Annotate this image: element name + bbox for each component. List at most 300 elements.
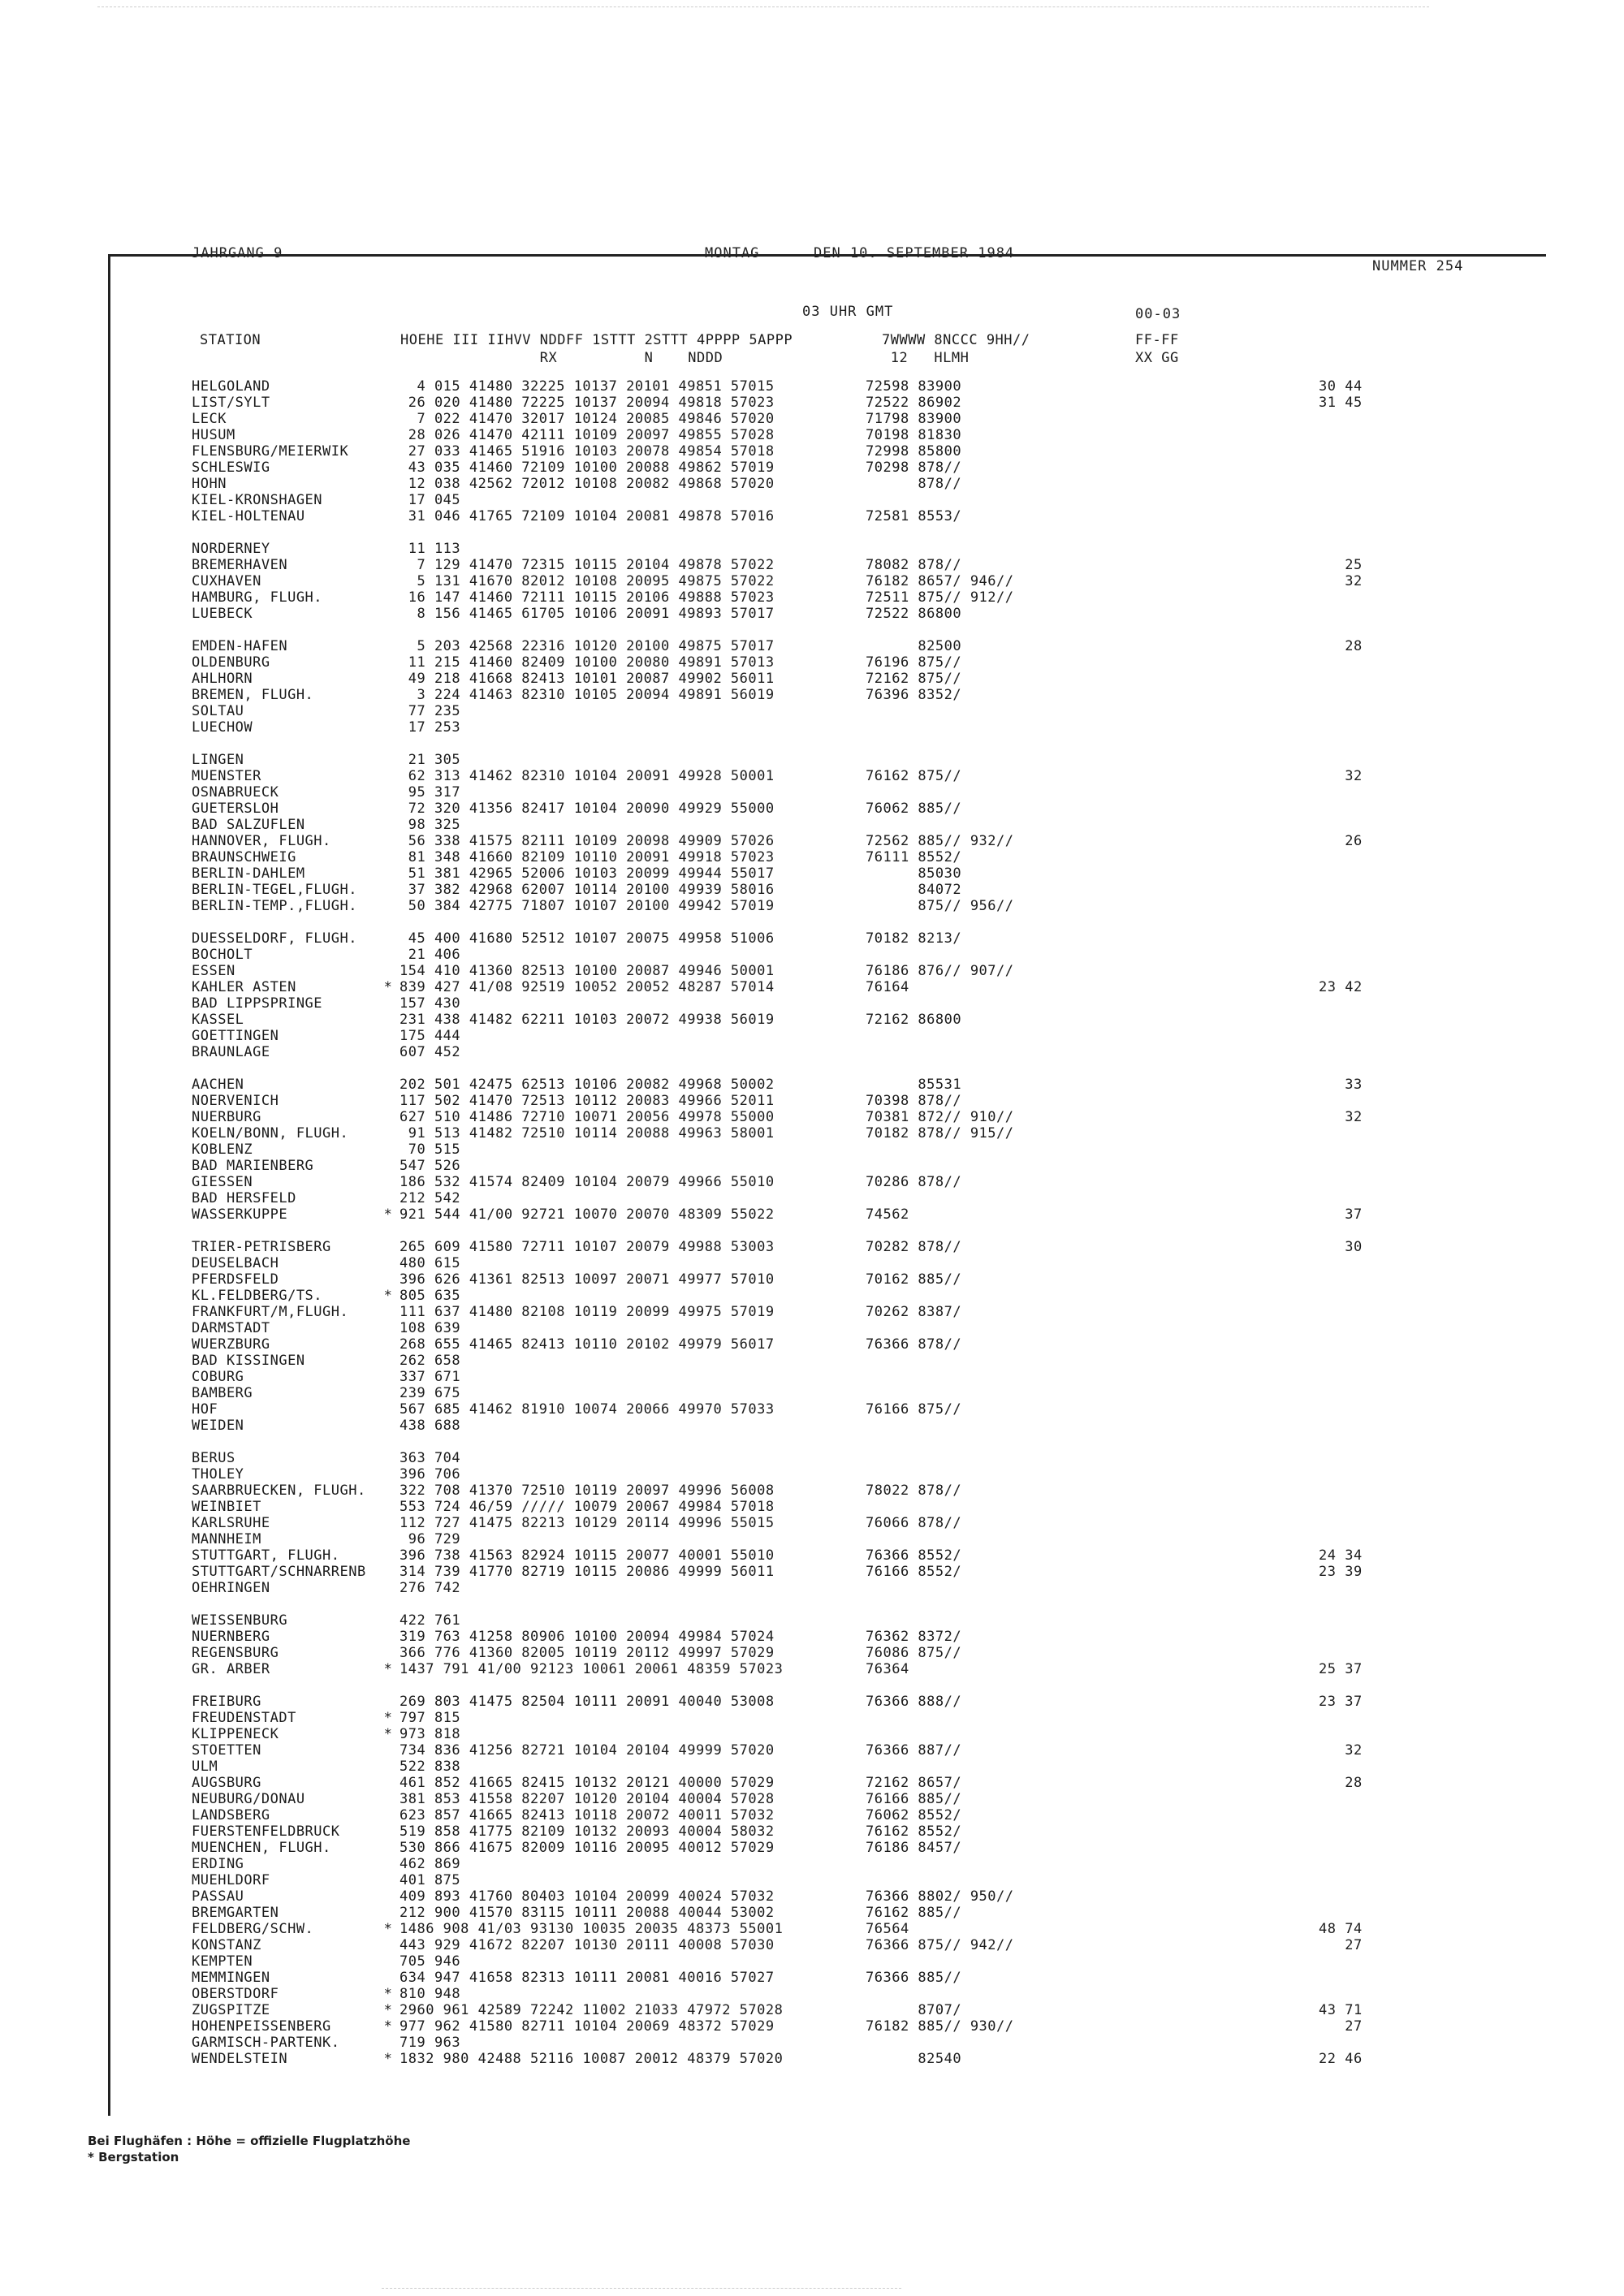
- column-header-groups-line2: 12 HLMH: [882, 350, 970, 366]
- wind-values: 27: [1319, 2018, 1363, 2035]
- mountain-marker: [377, 1791, 400, 1807]
- synop-groups: 4 015 41480 32225 10137 20101 49851 57015: [400, 378, 775, 395]
- table-row: [192, 1482, 1416, 1499]
- synop-groups: 396 626 41361 82513 10097 20071 49977 57010: [400, 1271, 775, 1288]
- table-row: [192, 2035, 1416, 2051]
- station-name: BAD HERSFELD: [192, 1190, 296, 1206]
- additional-groups: 72162 875//: [866, 671, 962, 687]
- column-header-wind: [1135, 331, 1179, 367]
- wind-values: 26: [1319, 833, 1363, 849]
- additional-groups: 76062 885//: [866, 801, 962, 817]
- additional-groups: [866, 1142, 1319, 1158]
- synop-groups: 443 929 41672 82207 10130 20111 40008 57030: [400, 1937, 775, 1953]
- additional-groups: 8707/: [866, 2002, 962, 2018]
- wind-values: [1319, 541, 1416, 557]
- synop-groups: 1486 908 41/03 93130 10035 20035 48373 55001: [400, 1921, 784, 1937]
- mountain-marker: [377, 1028, 400, 1044]
- station-name: STUTTGART/SCHNARRENB: [192, 1564, 366, 1580]
- table-row: [192, 395, 1416, 411]
- mountain-marker: [377, 1093, 400, 1109]
- wind-values: [1319, 1466, 1416, 1482]
- synop-groups: 96 729: [400, 1531, 461, 1547]
- table-row: [192, 476, 1416, 492]
- synop-groups: 337 671: [400, 1369, 461, 1385]
- wind-values: 43 71: [1319, 2002, 1363, 2018]
- table-row: [192, 541, 1416, 557]
- column-header-station: STATION: [200, 332, 261, 348]
- additional-groups: 70282 878//: [866, 1239, 962, 1255]
- synop-groups: 7 129 41470 72315 10115 20104 49878 57022: [400, 557, 775, 573]
- mountain-marker: [377, 1775, 400, 1791]
- group-spacer: [192, 736, 1416, 752]
- mountain-marker: [377, 1612, 400, 1629]
- synop-groups: 363 704: [400, 1450, 461, 1466]
- mountain-marker: [377, 492, 400, 508]
- additional-groups: [866, 1044, 1319, 1060]
- wind-values: [1319, 606, 1416, 622]
- mountain-marker: [377, 1547, 400, 1564]
- wind-values: [1319, 719, 1416, 736]
- additional-groups: 76196 875//: [866, 654, 962, 671]
- mountain-marker: [377, 541, 400, 557]
- additional-groups: 82500: [866, 638, 962, 654]
- additional-groups: 76166 875//: [866, 1401, 962, 1418]
- wind-values: [1319, 1823, 1416, 1840]
- additional-groups: 878//: [866, 476, 962, 492]
- wind-values: [1319, 589, 1416, 606]
- group-spacer: [192, 1223, 1416, 1239]
- additional-groups: 70381 872// 910//: [866, 1109, 1014, 1125]
- station-name: KIEL-HOLTENAU: [192, 508, 305, 524]
- group-spacer: [192, 914, 1416, 930]
- wind-values: [1319, 1158, 1416, 1174]
- synop-groups: 810 948: [400, 1986, 461, 2002]
- table-row: [192, 817, 1416, 833]
- group-spacer: [192, 622, 1416, 638]
- mountain-marker: [377, 1369, 400, 1385]
- synop-groups: 186 532 41574 82409 10104 20079 49966 55010: [400, 1174, 775, 1190]
- synop-groups: 634 947 41658 82313 10111 20081 40016 57027: [400, 1970, 775, 1986]
- additional-groups: 76086 875//: [866, 1645, 962, 1661]
- additional-groups: 76564: [866, 1921, 909, 1937]
- station-name: KONSTANZ: [192, 1937, 261, 1953]
- additional-groups: 76111 8552/: [866, 849, 962, 865]
- wind-values: [1319, 995, 1416, 1012]
- table-row: [192, 1872, 1416, 1888]
- additional-groups: 70198 81830: [866, 427, 962, 443]
- mountain-marker: [377, 427, 400, 443]
- additional-groups: [866, 1986, 1319, 2002]
- table-row: [192, 378, 1416, 395]
- station-name: FLENSBURG/MEIERWIK: [192, 443, 349, 460]
- table-row: [192, 1856, 1416, 1872]
- synop-groups: 56 338 41575 82111 10109 20098 49909 57026: [400, 833, 775, 849]
- group-spacer-cell: [192, 1434, 1416, 1450]
- additional-groups: 72522 86902: [866, 395, 962, 411]
- synop-groups: 269 803 41475 82504 10111 20091 40040 53008: [400, 1694, 775, 1710]
- table-row: [192, 1759, 1416, 1775]
- mountain-marker: [377, 1531, 400, 1547]
- additional-groups: 70262 8387/: [866, 1304, 962, 1320]
- mountain-marker: [377, 1255, 400, 1271]
- wind-values: [1319, 443, 1416, 460]
- mountain-marker: [377, 865, 400, 882]
- station-name: SCHLESWIG: [192, 460, 270, 476]
- additional-groups: [866, 719, 1319, 736]
- mountain-marker: *: [383, 1986, 393, 2002]
- mountain-marker: *: [383, 2002, 393, 2018]
- group-spacer-cell: [192, 1060, 1416, 1077]
- mountain-marker: [377, 1970, 400, 1986]
- station-name: MUENSTER: [192, 768, 261, 784]
- synop-groups: 8 156 41465 61705 10106 20091 49893 57017: [400, 606, 775, 622]
- wind-values: [1319, 1369, 1416, 1385]
- station-name: DEUSELBACH: [192, 1255, 279, 1271]
- time-label: 03 UHR GMT: [802, 304, 894, 320]
- table-row: [192, 1288, 1416, 1304]
- station-name: AHLHORN: [192, 671, 253, 687]
- station-name: GOETTINGEN: [192, 1028, 279, 1044]
- synop-groups: 11 113: [400, 541, 461, 557]
- wind-values: [1319, 1840, 1416, 1856]
- synop-groups: 921 544 41/00 92721 10070 20070 48309 55022: [400, 1206, 775, 1223]
- additional-groups: 76182 8657/ 946//: [866, 573, 1014, 589]
- station-name: BERLIN-TEMP.,FLUGH.: [192, 898, 357, 914]
- wind-values: [1319, 1515, 1416, 1531]
- station-name: KARLSRUHE: [192, 1515, 270, 1531]
- station-name: ULM: [192, 1759, 218, 1775]
- mountain-marker: *: [383, 1206, 393, 1223]
- table-row: [192, 1661, 1416, 1677]
- station-name: MUEHLDORF: [192, 1872, 270, 1888]
- mountain-marker: [377, 687, 400, 703]
- additional-groups: [866, 1450, 1319, 1466]
- station-name: WASSERKUPPE: [192, 1206, 288, 1223]
- station-name: AUGSBURG: [192, 1775, 261, 1791]
- synop-groups: 212 542: [400, 1190, 461, 1206]
- additional-groups: 76362 8372/: [866, 1629, 962, 1645]
- mountain-marker: [377, 752, 400, 768]
- station-name: BERUS: [192, 1450, 235, 1466]
- station-name: FREIBURG: [192, 1694, 261, 1710]
- synop-groups: 522 838: [400, 1759, 461, 1775]
- mountain-marker: [377, 476, 400, 492]
- station-name: SOLTAU: [192, 703, 244, 719]
- synop-groups: 49 218 41668 82413 10101 20087 49902 56011: [400, 671, 775, 687]
- table-row: [192, 784, 1416, 801]
- additional-groups: [866, 1418, 1319, 1434]
- synop-groups: 27 033 41465 51916 10103 20078 49854 57018: [400, 443, 775, 460]
- additional-groups: [866, 1710, 1319, 1726]
- synop-groups: 202 501 42475 62513 10106 20082 49968 50002: [400, 1077, 775, 1093]
- table-row: [192, 492, 1416, 508]
- mountain-marker: [377, 1580, 400, 1596]
- synop-groups: 276 742: [400, 1580, 461, 1596]
- table-row: [192, 1304, 1416, 1320]
- station-name: NEUBURG/DONAU: [192, 1791, 305, 1807]
- wind-values: [1319, 898, 1416, 914]
- station-name: LINGEN: [192, 752, 244, 768]
- station-name: BREMERHAVEN: [192, 557, 288, 573]
- table-row: [192, 1044, 1416, 1060]
- additional-groups: 76366 888//: [866, 1694, 962, 1710]
- additional-groups: [866, 947, 1319, 963]
- wind-values: [1319, 1953, 1416, 1970]
- wind-values: [1319, 752, 1416, 768]
- additional-groups: 85531: [866, 1077, 962, 1093]
- station-name: NOERVENICH: [192, 1093, 279, 1109]
- table-row: [192, 1271, 1416, 1288]
- station-name: BRAUNLAGE: [192, 1044, 270, 1060]
- header-date: DEN 10. SEPTEMBER 1984: [814, 245, 1015, 261]
- station-name: DARMSTADT: [192, 1320, 270, 1336]
- synop-groups: 1437 791 41/00 92123 10061 20061 48359 57023: [400, 1661, 784, 1677]
- station-name: KL.FELDBERG/TS.: [192, 1288, 323, 1304]
- mountain-marker: [377, 1271, 400, 1288]
- station-name: HELGOLAND: [192, 378, 270, 395]
- wind-values: [1319, 1710, 1416, 1726]
- wind-values: 32: [1319, 1742, 1363, 1759]
- synop-groups: 607 452: [400, 1044, 461, 1060]
- mountain-marker: [377, 1742, 400, 1759]
- station-name: MUENCHEN, FLUGH.: [192, 1840, 331, 1856]
- station-name: HOF: [192, 1401, 218, 1418]
- station-name: KLIPPENECK: [192, 1726, 279, 1742]
- synop-groups: 797 815: [400, 1710, 461, 1726]
- additional-groups: 76396 8352/: [866, 687, 962, 703]
- synop-groups: 112 727 41475 82213 10129 20114 49996 55015: [400, 1515, 775, 1531]
- wind-values: 30 44: [1319, 378, 1363, 395]
- wind-values: [1319, 1970, 1416, 1986]
- mountain-marker: *: [383, 1921, 393, 1937]
- additional-groups: 76066 878//: [866, 1515, 962, 1531]
- station-name: ERDING: [192, 1856, 244, 1872]
- synop-groups: 627 510 41486 72710 10071 20056 49978 55000: [400, 1109, 775, 1125]
- wind-values: [1319, 1385, 1416, 1401]
- station-name: LUECHOW: [192, 719, 253, 736]
- table-row: [192, 1499, 1416, 1515]
- column-header-groups: [882, 331, 1030, 367]
- mountain-marker: [377, 573, 400, 589]
- additional-groups: 82540: [866, 2051, 962, 2067]
- mountain-marker: [377, 1353, 400, 1369]
- wind-values: [1319, 1401, 1416, 1418]
- synop-groups: 719 963: [400, 2035, 461, 2051]
- table-row: [192, 995, 1416, 1012]
- mountain-marker: [377, 1823, 400, 1840]
- additional-groups: [866, 1320, 1319, 1336]
- synop-groups: 322 708 41370 72510 10119 20097 49996 56008: [400, 1482, 775, 1499]
- table-row: [192, 2051, 1416, 2067]
- mountain-marker: [377, 1807, 400, 1823]
- table-row: [192, 411, 1416, 427]
- synop-groups: 396 706: [400, 1466, 461, 1482]
- group-spacer-cell: [192, 524, 1416, 541]
- table-row: [192, 719, 1416, 736]
- mountain-marker: [377, 768, 400, 784]
- table-row: [192, 1580, 1416, 1596]
- wind-values: [1319, 1044, 1416, 1060]
- time-range: 00-03: [1135, 306, 1181, 322]
- wind-values: [1319, 1645, 1416, 1661]
- wind-values: [1319, 1629, 1416, 1645]
- synop-groups: 31 046 41765 72109 10104 20081 49878 57016: [400, 508, 775, 524]
- additional-groups: 72998 85800: [866, 443, 962, 460]
- table-row: [192, 573, 1416, 589]
- station-name: BAD MARIENBERG: [192, 1158, 314, 1174]
- mountain-marker: [377, 508, 400, 524]
- station-name: KEMPTEN: [192, 1953, 253, 1970]
- table-row: [192, 1125, 1416, 1142]
- group-spacer: [192, 1060, 1416, 1077]
- table-row: [192, 1401, 1416, 1418]
- wind-values: [1319, 882, 1416, 898]
- mountain-marker: [377, 947, 400, 963]
- synop-groups: 547 526: [400, 1158, 461, 1174]
- additional-groups: [866, 1353, 1319, 1369]
- synop-groups: 95 317: [400, 784, 461, 801]
- synop-groups: 154 410 41360 82513 10100 20087 49946 50001: [400, 963, 775, 979]
- additional-groups: 76166 8552/: [866, 1564, 962, 1580]
- synop-groups: 157 430: [400, 995, 461, 1012]
- wind-values: 48 74: [1319, 1921, 1363, 1937]
- wind-values: 25: [1319, 557, 1363, 573]
- mountain-marker: [377, 1142, 400, 1158]
- group-spacer-cell: [192, 622, 1416, 638]
- additional-groups: 76366 887//: [866, 1742, 962, 1759]
- table-row: [192, 1823, 1416, 1840]
- mountain-marker: [377, 606, 400, 622]
- mountain-marker: [377, 1564, 400, 1580]
- footnote-airports: Bei Flughäfen : Höhe = offizielle Flugplatzhöhe: [88, 2134, 411, 2148]
- synop-groups: 401 875: [400, 1872, 461, 1888]
- mountain-marker: [377, 557, 400, 573]
- wind-values: [1319, 1125, 1416, 1142]
- synop-groups: 839 427 41/08 92519 10052 20052 48287 57014: [400, 979, 775, 995]
- mountain-marker: [377, 1320, 400, 1336]
- wind-values: [1319, 460, 1416, 476]
- synop-groups: 51 381 42965 52006 10103 20099 49944 55017: [400, 865, 775, 882]
- table-row: [192, 687, 1416, 703]
- table-row: [192, 930, 1416, 947]
- mountain-marker: [377, 1888, 400, 1905]
- station-name: GARMISCH-PARTENK.: [192, 2035, 340, 2051]
- synop-groups: 314 739 41770 82719 10115 20086 49999 56011: [400, 1564, 775, 1580]
- table-row: [192, 898, 1416, 914]
- header-number: NUMMER 254: [1372, 258, 1464, 274]
- table-row: [192, 1905, 1416, 1921]
- station-name: GUETERSLOH: [192, 801, 279, 817]
- additional-groups: 72522 86800: [866, 606, 962, 622]
- additional-groups: 72511 875// 912//: [866, 589, 1014, 606]
- group-spacer-cell: [192, 914, 1416, 930]
- mountain-marker: [377, 1336, 400, 1353]
- additional-groups: [866, 1158, 1319, 1174]
- synop-groups: 77 235: [400, 703, 461, 719]
- mountain-marker: [377, 849, 400, 865]
- wind-values: [1319, 1418, 1416, 1434]
- mountain-marker: *: [383, 1710, 393, 1726]
- synop-groups: 268 655 41465 82413 10110 20102 49979 56017: [400, 1336, 775, 1353]
- mountain-marker: *: [383, 1661, 393, 1677]
- table-row: [192, 1369, 1416, 1385]
- additional-groups: 76366 885//: [866, 1970, 962, 1986]
- synop-groups: 212 900 41570 83115 10111 20088 40044 53002: [400, 1905, 775, 1921]
- table-row: [192, 1726, 1416, 1742]
- wind-values: [1319, 1807, 1416, 1823]
- mountain-marker: [377, 589, 400, 606]
- mountain-marker: [377, 1953, 400, 1970]
- additional-groups: 72162 86800: [866, 1012, 962, 1028]
- additional-groups: [866, 995, 1319, 1012]
- wind-values: 24 34: [1319, 1547, 1363, 1564]
- additional-groups: 74562: [866, 1206, 909, 1223]
- column-header-wind-line2: XX GG: [1135, 350, 1179, 366]
- table-row: [192, 1888, 1416, 1905]
- wind-values: [1319, 1142, 1416, 1158]
- additional-groups: 72562 885// 932//: [866, 833, 1014, 849]
- synop-groups: 480 615: [400, 1255, 461, 1271]
- additional-groups: 76366 875// 942//: [866, 1937, 1014, 1953]
- mountain-marker: [377, 930, 400, 947]
- group-spacer-cell: [192, 736, 1416, 752]
- mountain-marker: [377, 1499, 400, 1515]
- synop-groups: 7 022 41470 32017 10124 20085 49846 57020: [400, 411, 775, 427]
- synop-groups: 319 763 41258 80906 10100 20094 49984 57024: [400, 1629, 775, 1645]
- wind-values: 31 45: [1319, 395, 1363, 411]
- additional-groups: 70182 8213/: [866, 930, 962, 947]
- synop-groups: 108 639: [400, 1320, 461, 1336]
- table-row: [192, 589, 1416, 606]
- table-row: [192, 1028, 1416, 1044]
- additional-groups: [866, 784, 1319, 801]
- wind-values: 28: [1319, 1775, 1363, 1791]
- synop-groups: 239 675: [400, 1385, 461, 1401]
- mountain-marker: [377, 882, 400, 898]
- table-row: [192, 671, 1416, 687]
- additional-groups: [866, 1288, 1319, 1304]
- table-row: [192, 849, 1416, 865]
- table-row: [192, 768, 1416, 784]
- table-row: [192, 865, 1416, 882]
- station-name: AACHEN: [192, 1077, 244, 1093]
- table-row: [192, 1807, 1416, 1823]
- station-name: PASSAU: [192, 1888, 244, 1905]
- table-row: [192, 1418, 1416, 1434]
- station-name: WEISSENBURG: [192, 1612, 288, 1629]
- station-name: OLDENBURG: [192, 654, 270, 671]
- additional-groups: 70286 878//: [866, 1174, 962, 1190]
- synop-groups: 530 866 41675 82009 10116 20095 40012 57029: [400, 1840, 775, 1856]
- additional-groups: 72581 8553/: [866, 508, 962, 524]
- station-name: BREMGARTEN: [192, 1905, 279, 1921]
- station-name: KAHLER ASTEN: [192, 979, 296, 995]
- additional-groups: [866, 1255, 1319, 1271]
- mountain-marker: [377, 801, 400, 817]
- wind-values: [1319, 1336, 1416, 1353]
- table-row: [192, 1142, 1416, 1158]
- station-name: KASSEL: [192, 1012, 244, 1028]
- station-table-body: [192, 378, 1416, 2067]
- station-name: LANDSBERG: [192, 1807, 270, 1823]
- synop-groups: 381 853 41558 82207 10120 20104 40004 57028: [400, 1791, 775, 1807]
- mountain-marker: *: [383, 2051, 393, 2067]
- synop-groups: 17 045: [400, 492, 461, 508]
- station-name: FREUDENSTADT: [192, 1710, 296, 1726]
- synop-groups: 1832 980 42488 52116 10087 20012 48379 57020: [400, 2051, 784, 2067]
- additional-groups: 875// 956//: [866, 898, 1014, 914]
- mountain-marker: [377, 443, 400, 460]
